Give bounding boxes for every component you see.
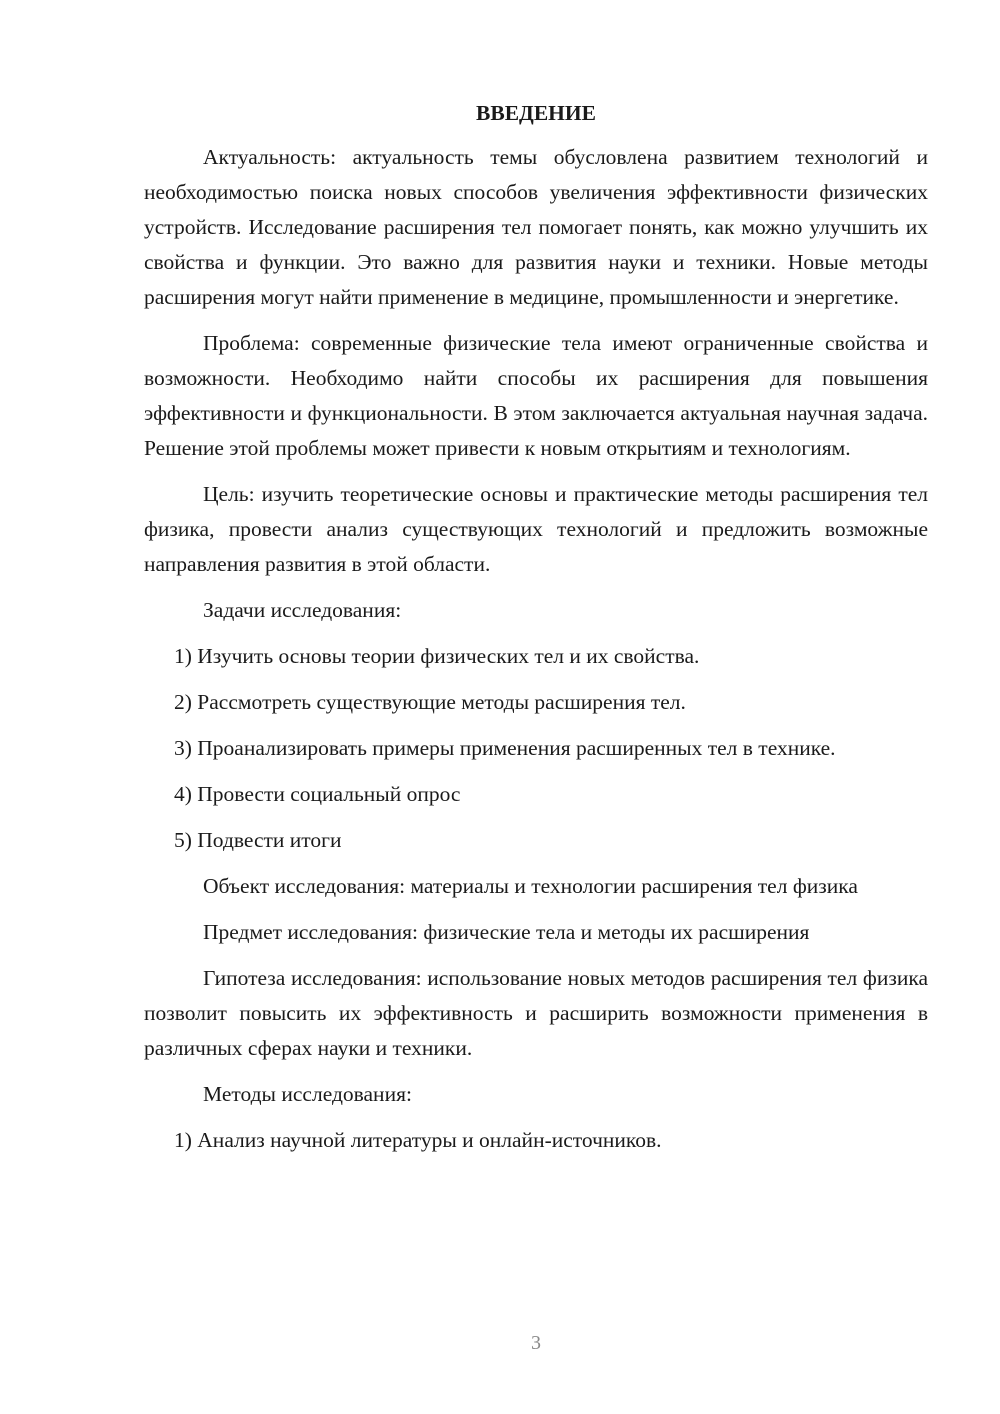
- subject-paragraph: Предмет исследования: физические тела и методы их расширения: [203, 920, 810, 944]
- methods-heading: Методы исследования:: [203, 1082, 412, 1106]
- problem-paragraph: Проблема: современные физические тела имеют ограниченные свойства и возможности. Необходимо найти способы их расширения для повышения эффективности и функциональности. В этом заключается актуальная научная задача. Решение этой проблемы может привести к новым открытиям и технологиям.: [144, 331, 928, 460]
- task-item-1: 1) Изучить основы теории физических тел и их свойства.: [174, 644, 700, 668]
- method-item-1: 1) Анализ научной литературы и онлайн-источников.: [174, 1128, 662, 1152]
- task-item-3: 3) Проанализировать примеры применения расширенных тел в технике.: [174, 736, 836, 760]
- task-item-4: 4) Провести социальный опрос: [174, 782, 461, 806]
- object-paragraph: Объект исследования: материалы и технологии расширения тел физика: [203, 874, 858, 898]
- task-item-5: 5) Подвести итоги: [174, 828, 342, 852]
- tasks-heading: Задачи исследования:: [203, 598, 402, 622]
- goal-paragraph: Цель: изучить теоретические основы и практические методы расширения тел физика, провести анализ существующих технологий и предложить возможные направления развития в этой области.: [144, 482, 928, 576]
- page-title: ВВЕДЕНИЕ: [476, 101, 596, 125]
- page-number: 3: [531, 1332, 541, 1354]
- page-content: [144, 96, 928, 1169]
- task-item-2: 2) Рассмотреть существующие методы расширения тел.: [174, 690, 686, 714]
- relevance-paragraph: Актуальность: актуальность темы обусловлена развитием технологий и необходимостью поиска новых способов увеличения эффективности физических устройств. Исследование расширения тел помогает понять, как можно улучшить их свойства и функции. Это важно для развития науки и техники. Новые методы расширения могут найти применение в медицине, промышленности и энергетике.: [144, 145, 928, 309]
- hypothesis-paragraph: Гипотеза исследования: использование новых методов расширения тел физика позволит повысить их эффективность и расширить возможности применения в различных сферах науки и техники.: [144, 966, 928, 1060]
